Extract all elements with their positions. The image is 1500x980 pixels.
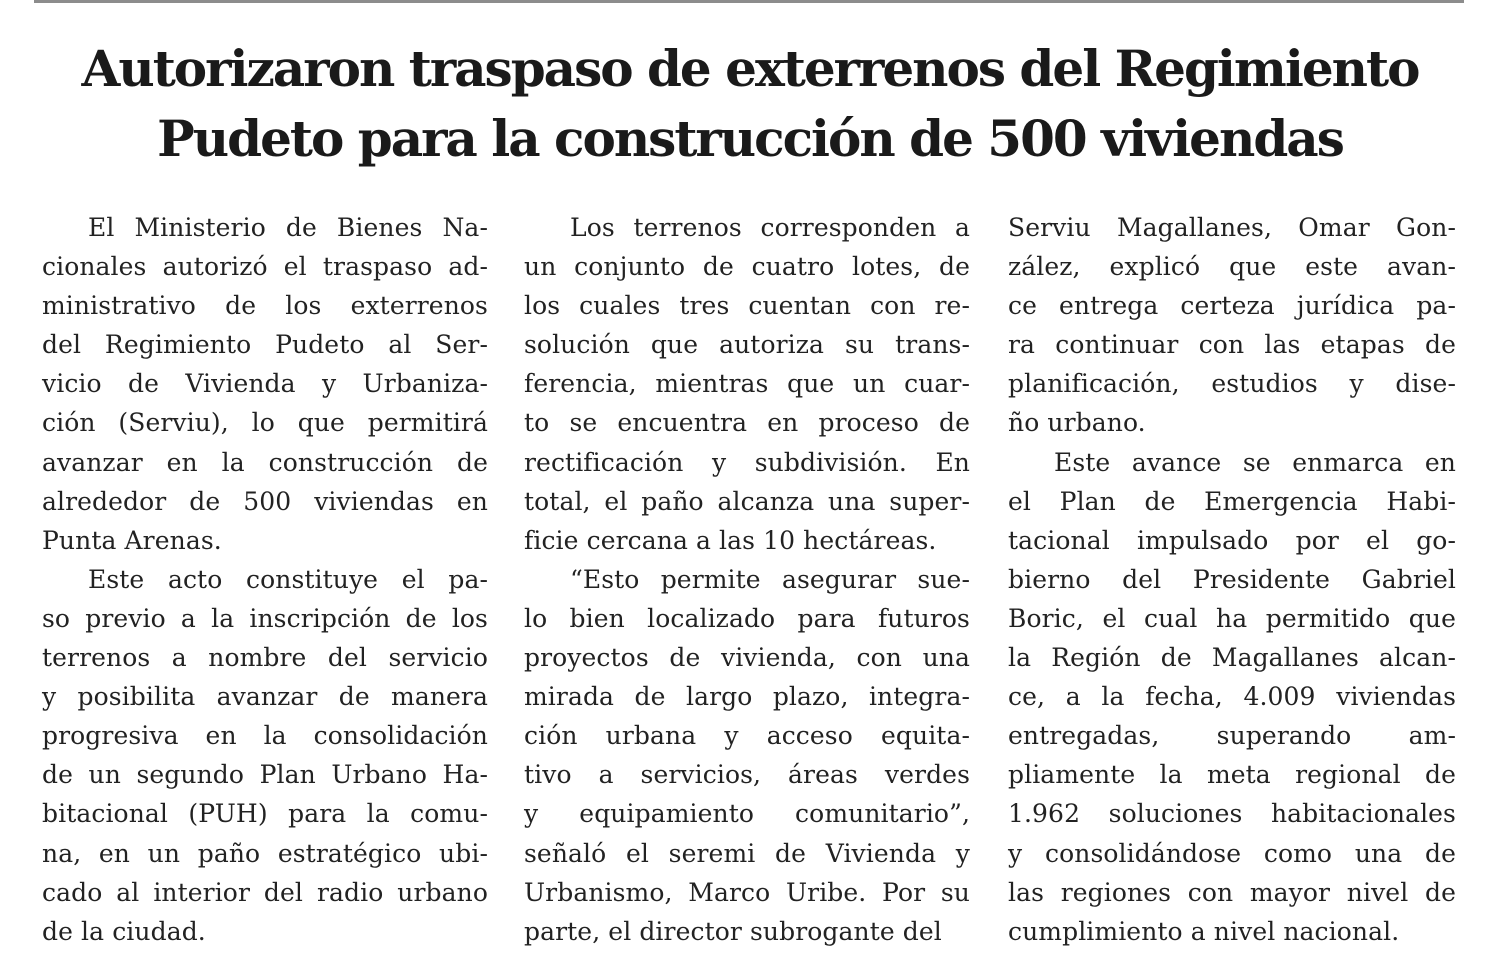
article-column-2 xyxy=(524,208,970,951)
text-line: entregadas, superando am- xyxy=(1008,721,1456,751)
text-line: ción (Serviu), lo que permitirá xyxy=(42,408,488,438)
text-line: los cuales tres cuentan con re- xyxy=(524,291,970,321)
text-line: progresiva en la consolidación xyxy=(42,721,488,751)
text-line: El Ministerio de Bienes Na- xyxy=(88,213,488,242)
text-line: Punta Arenas. xyxy=(42,525,222,555)
text-line: ción urbana y acceso equita- xyxy=(524,721,970,751)
text-line: ferencia, mientras que un cuar- xyxy=(524,369,970,399)
text-line: parte, el director subrogante del xyxy=(524,916,942,946)
text-line: lo bien localizado para futuros xyxy=(524,603,970,633)
text-line: del Regimiento Pudeto al Ser- xyxy=(42,330,488,360)
article-paragraph xyxy=(524,208,970,560)
text-line: Urbanismo, Marco Uribe. Por su xyxy=(524,877,970,907)
article-paragraph xyxy=(1008,443,1456,951)
text-line: y equipamiento comunitario”, xyxy=(524,799,970,829)
text-line: de la ciudad. xyxy=(42,916,206,946)
text-line: señaló el seremi de Vivienda y xyxy=(524,838,970,868)
text-line: na, en un paño estratégico ubi- xyxy=(42,838,488,868)
text-line: tacional impulsado por el go- xyxy=(1008,525,1456,555)
headline xyxy=(40,34,1460,174)
text-line: ce entrega certeza jurídica pa- xyxy=(1008,291,1456,321)
text-line: “Esto permite asegurar sue- xyxy=(570,564,970,594)
text-line: proyectos de vivienda, con una xyxy=(524,643,970,673)
text-line: la Región de Magallanes alcan- xyxy=(1008,643,1456,673)
text-line: planificación, estudios y dise- xyxy=(1008,369,1456,399)
article-paragraph xyxy=(524,560,970,951)
text-line: cumplimiento a nivel nacional. xyxy=(1008,916,1400,946)
text-line: y consolidándose como una de xyxy=(1008,838,1456,868)
text-line: mirada de largo plazo, integra- xyxy=(524,682,970,712)
text-line: so previo a la inscripción de los xyxy=(42,603,488,633)
text-line: Los terrenos corresponden a xyxy=(570,213,970,242)
article-column-1 xyxy=(42,208,488,951)
text-line: zález, explicó que este avan- xyxy=(1008,252,1456,282)
text-line: de un segundo Plan Urbano Ha- xyxy=(42,760,488,790)
text-line: ficie cercana a las 10 hectáreas. xyxy=(524,525,937,555)
text-line: ño urbano. xyxy=(1008,408,1146,438)
text-line: total, el paño alcanza una super- xyxy=(524,486,970,516)
text-line: avanzar en la construcción de xyxy=(42,447,488,477)
headline-line-2: Pudeto para la construcción de 500 viviendas xyxy=(157,109,1343,168)
article-paragraph xyxy=(1008,208,1456,443)
text-line: rectificación y subdivisión. En xyxy=(524,447,970,477)
text-line: tivo a servicios, áreas verdes xyxy=(524,760,970,790)
text-line: vicio de Vivienda y Urbaniza- xyxy=(42,369,488,399)
text-line: Este acto constituye el pa- xyxy=(88,564,488,594)
text-line: y posibilita avanzar de manera xyxy=(42,682,488,712)
headline-line-1: Autorizaron traspaso de exterrenos del Regimiento xyxy=(81,39,1419,98)
text-line: Serviu Magallanes, Omar Gon- xyxy=(1008,213,1456,242)
text-line: to se encuentra en proceso de xyxy=(524,408,970,438)
text-line: 1.962 soluciones habitacionales xyxy=(1008,799,1456,829)
text-line: Este avance se enmarca en xyxy=(1054,447,1456,477)
text-line: cado al interior del radio urbano xyxy=(42,877,488,907)
text-line: ce, a la fecha, 4.009 viviendas xyxy=(1008,682,1456,712)
text-line: terrenos a nombre del servicio xyxy=(42,643,488,673)
text-line: alrededor de 500 viviendas en xyxy=(42,486,488,516)
text-line: el Plan de Emergencia Habi- xyxy=(1008,486,1456,516)
text-line: pliamente la meta regional de xyxy=(1008,760,1456,790)
text-line: un conjunto de cuatro lotes, de xyxy=(524,252,970,282)
text-line: las regiones con mayor nivel de xyxy=(1008,877,1456,907)
article-paragraph xyxy=(42,208,488,560)
text-line: ra continuar con las etapas de xyxy=(1008,330,1456,360)
text-line: ministrativo de los exterrenos xyxy=(42,291,488,321)
text-line: cionales autorizó el traspaso ad- xyxy=(42,252,488,282)
article-column-3 xyxy=(1008,208,1456,951)
text-line: bitacional (PUH) para la comu- xyxy=(42,799,488,829)
text-line: Boric, el cual ha permitido que xyxy=(1008,603,1456,633)
text-line: bierno del Presidente Gabriel xyxy=(1008,564,1456,594)
article-paragraph xyxy=(42,560,488,951)
top-rule xyxy=(34,0,1464,3)
text-line: solución que autoriza su trans- xyxy=(524,330,970,360)
